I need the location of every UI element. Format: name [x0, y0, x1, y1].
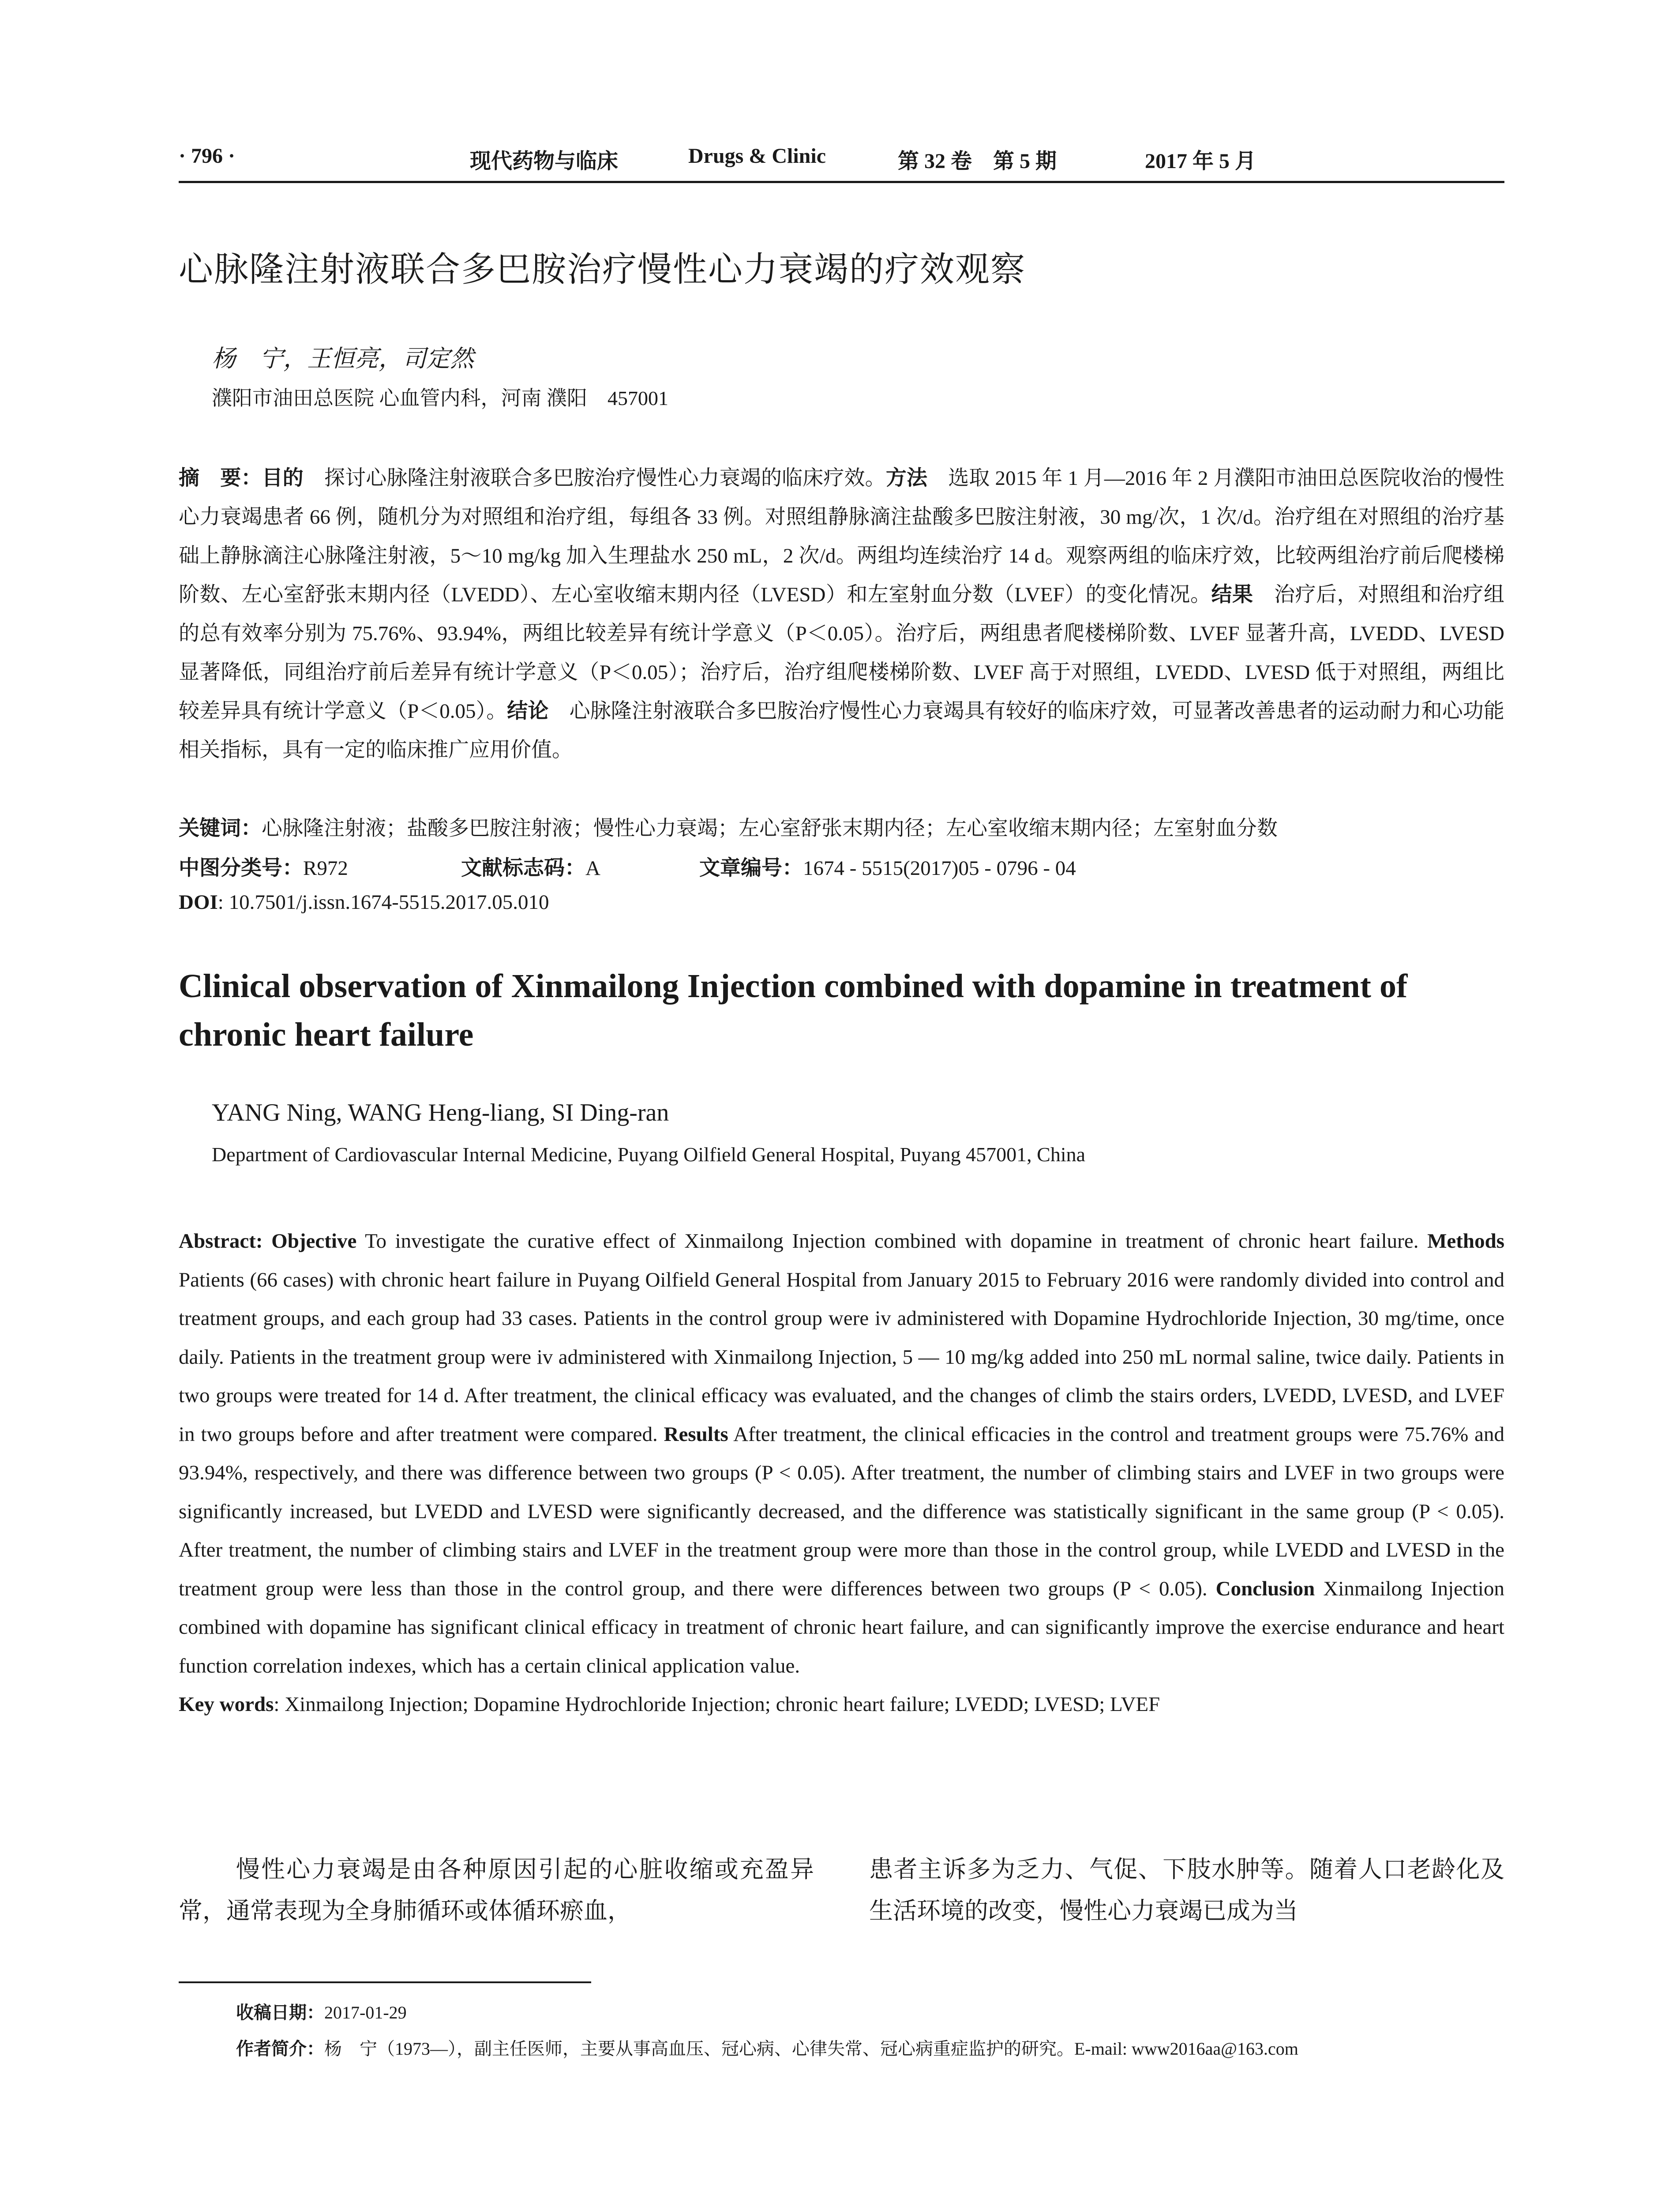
abstract-cn — [179, 459, 1504, 769]
clc-value: R972 — [303, 857, 348, 880]
methods-text-en: Patients (66 cases) with chronic heart failure in Puyang Oilfield General Hospital from January 2015 to February 2016 were randomly divided into control and treatment groups, and each group had 33 cases. Patients in the control group were iv administered with Dopamine Hydrochloride Injection, 30 mg/time, once daily. Patients in the treatment group were iv administered with Xinmailong Injection, 5 — 10 mg/kg added into 250 mL normal saline, twice daily. Patients in two groups were treated for 14 d. After treatment, the clinical efficacy was evaluated, and the changes of climb the stairs orders, LVEDD, LVESD, and LVEF in two groups before and after treatment were compared. — [179, 1268, 1504, 1446]
abstract-en — [179, 1222, 1504, 1724]
results-text-en: After treatment, the clinical efficacies in the control and treatment groups were 75.76% and 93.94%, respectively, and there was difference between two groups (P < 0.05). After treatment, the number of climbing stairs and LVEF in two groups were significantly increased, but LVEDD and LVESD were significantly decreased, and the difference was statistically significant in the same group (P < 0.05). After treatment, the number of climbing stairs and LVEF in the treatment group were more than those in the control group, while LVEDD and LVESD in the treatment group were less than those in the control group, and there were differences between two groups (P < 0.05). — [179, 1422, 1505, 1600]
footnote-author-bio — [236, 2035, 1298, 2060]
issue-date: 2017 年 5 月 — [1145, 150, 1256, 173]
objective-label-cn: 目的 — [262, 466, 304, 490]
journal-name-cn: 现代药物与临床 — [470, 149, 619, 173]
running-header — [179, 140, 1504, 183]
keywords-en-label: Key words — [179, 1693, 274, 1716]
body-paragraph: 患者主诉多为乏力、气促、下肢水肿等。随着人口老龄化及生活环境的改变，慢性心力衰竭已成为当 — [869, 1855, 1504, 1925]
methods-label-en: Methods — [1427, 1230, 1505, 1253]
volume-issue: 第 32 卷 第 5 期 — [898, 150, 1057, 173]
footnote-received — [236, 1999, 407, 2024]
body-column-left — [179, 1849, 814, 1932]
abstract-cn-label: 摘 要： — [179, 466, 262, 490]
methods-text-cn: 选取 2015 年 1 月—2016 年 2 月濮阳市油田总医院收治的慢性心力衰竭患者 66 例，随机分为对照组和治疗组，每组各 33 例。对照组静脉滴注盐酸多巴胺注射液，30 mg/次，1 次/d。治疗组在对照组的治疗基础上静脉滴注心脉隆注射液，5～10 mg/kg 加入生理盐水 250 mL，2 次/d。两组均连续治疗 14 d。观察两组的临床疗效，比较两组治疗前后爬楼梯阶数、左心室舒张末期内径（LVEDD）、左心室收缩末期内径（LVESD）和左室射血分数（LVEF）的变化情况。 — [179, 467, 1505, 606]
conclusion-text-en: Xinmailong Injection combined with dopamine has significant clinical efficacy in treatment of chronic heart failure, and can significantly improve the exercise endurance and heart function correlation indexes, which has a certain clinical application value. — [179, 1577, 1504, 1677]
results-label-en: Results — [664, 1422, 728, 1446]
doi-line — [179, 890, 549, 914]
conclusion-label-en: Conclusion — [1215, 1577, 1315, 1600]
author-bio-label: 作者简介： — [236, 2039, 324, 2059]
article-number-value: 1674 - 5515(2017)05 - 0796 - 04 — [803, 857, 1076, 880]
affiliation-en: Department of Cardiovascular Internal Medicine, Puyang Oilfield General Hospital, Puyang 457001, China — [212, 1143, 1086, 1166]
keywords-en — [179, 1685, 1504, 1724]
received-label: 收稿日期： — [236, 2003, 324, 2023]
article-number-label: 文章编号： — [699, 856, 803, 880]
authors-cn: 杨 宁，王恒亮，司定然 — [212, 345, 474, 372]
article-title-cn: 心脉隆注射液联合多巴胺治疗慢性心力衰竭的疗效观察 — [179, 250, 1026, 289]
keywords-cn-text: 心脉隆注射液；盐酸多巴胺注射液；慢性心力衰竭；左心室舒张末期内径；左心室收缩末期内径；左室射血分数 — [262, 817, 1278, 840]
author-bio-text: 杨 宁（1973—），副主任医师，主要从事高血压、冠心病、心律失常、冠心病重症监护的研究。E-mail: www2016aa@163.com — [324, 2039, 1298, 2059]
article-title-en: Clinical observation of Xinmailong Injection combined with dopamine in treatment of chronic heart failure — [179, 968, 1408, 1053]
affiliation-cn: 濮阳市油田总医院 心血管内科，河南 濮阳 457001 — [212, 387, 668, 409]
doi-label: DOI — [179, 891, 218, 914]
doi-value: : 10.7501/j.issn.1674-5515.2017.05.010 — [218, 891, 549, 914]
results-label-cn: 结果 — [1211, 582, 1253, 607]
received-date: 2017-01-29 — [324, 2003, 407, 2022]
doc-code-label: 文献标志码： — [461, 856, 585, 880]
clc-label: 中图分类号： — [179, 856, 303, 880]
body-column-right — [869, 1849, 1504, 1932]
objective-text-en: To investigate the curative effect of Xinmailong Injection combined with dopamine in treatment of chronic heart failure. — [356, 1230, 1428, 1253]
objective-text-cn: 探讨心脉隆注射液联合多巴胺治疗慢性心力衰竭的临床疗效。 — [303, 467, 886, 490]
page-number: · 796 · — [179, 144, 236, 168]
authors-en: YANG Ning, WANG Heng-liang, SI Ding-ran — [212, 1099, 669, 1126]
results-text-cn: 治疗后，对照组和治疗组的总有效率分别为 75.76%、93.94%，两组比较差异有统计学意义（P＜0.05）。治疗后，两组患者爬楼梯阶数、LVEF 显著升高，LVEDD、LVESD 显著降低，同组治疗前后差异有统计学意义（P＜0.05）；治疗后，治疗组爬楼梯阶数、LVEF 高于对照组，LVEDD、LVESD 低于对照组，两组比较差异具有统计学意义（P＜0.05）。 — [179, 583, 1505, 723]
keywords-en-text: : Xinmailong Injection; Dopamine Hydrochloride Injection; chronic heart failure; LVEDD; LVESD; LVEF — [274, 1693, 1160, 1716]
journal-name-en: Drugs & Clinic — [688, 144, 826, 168]
footnote-divider — [179, 1981, 591, 1983]
methods-label-cn: 方法 — [885, 466, 928, 490]
body-paragraph: 慢性心力衰竭是由各种原因引起的心脏收缩或充盈异常，通常表现为全身肺循环或体循环瘀血， — [179, 1855, 814, 1925]
keywords-cn-label: 关键词： — [179, 816, 262, 840]
conclusion-text-cn: 心脉隆注射液联合多巴胺治疗慢性心力衰竭具有较好的临床疗效，可显著改善患者的运动耐力和心功能相关指标，具有一定的临床推广应用价值。 — [179, 700, 1505, 762]
doc-code-value: A — [585, 857, 600, 880]
keywords-cn — [179, 812, 1278, 841]
conclusion-label-cn: 结论 — [507, 699, 549, 723]
classification-line — [179, 852, 1076, 881]
abstract-en-label: Abstract: — [179, 1230, 263, 1253]
objective-label-en: Objective — [262, 1230, 357, 1253]
journal-page — [179, 0, 1504, 2206]
